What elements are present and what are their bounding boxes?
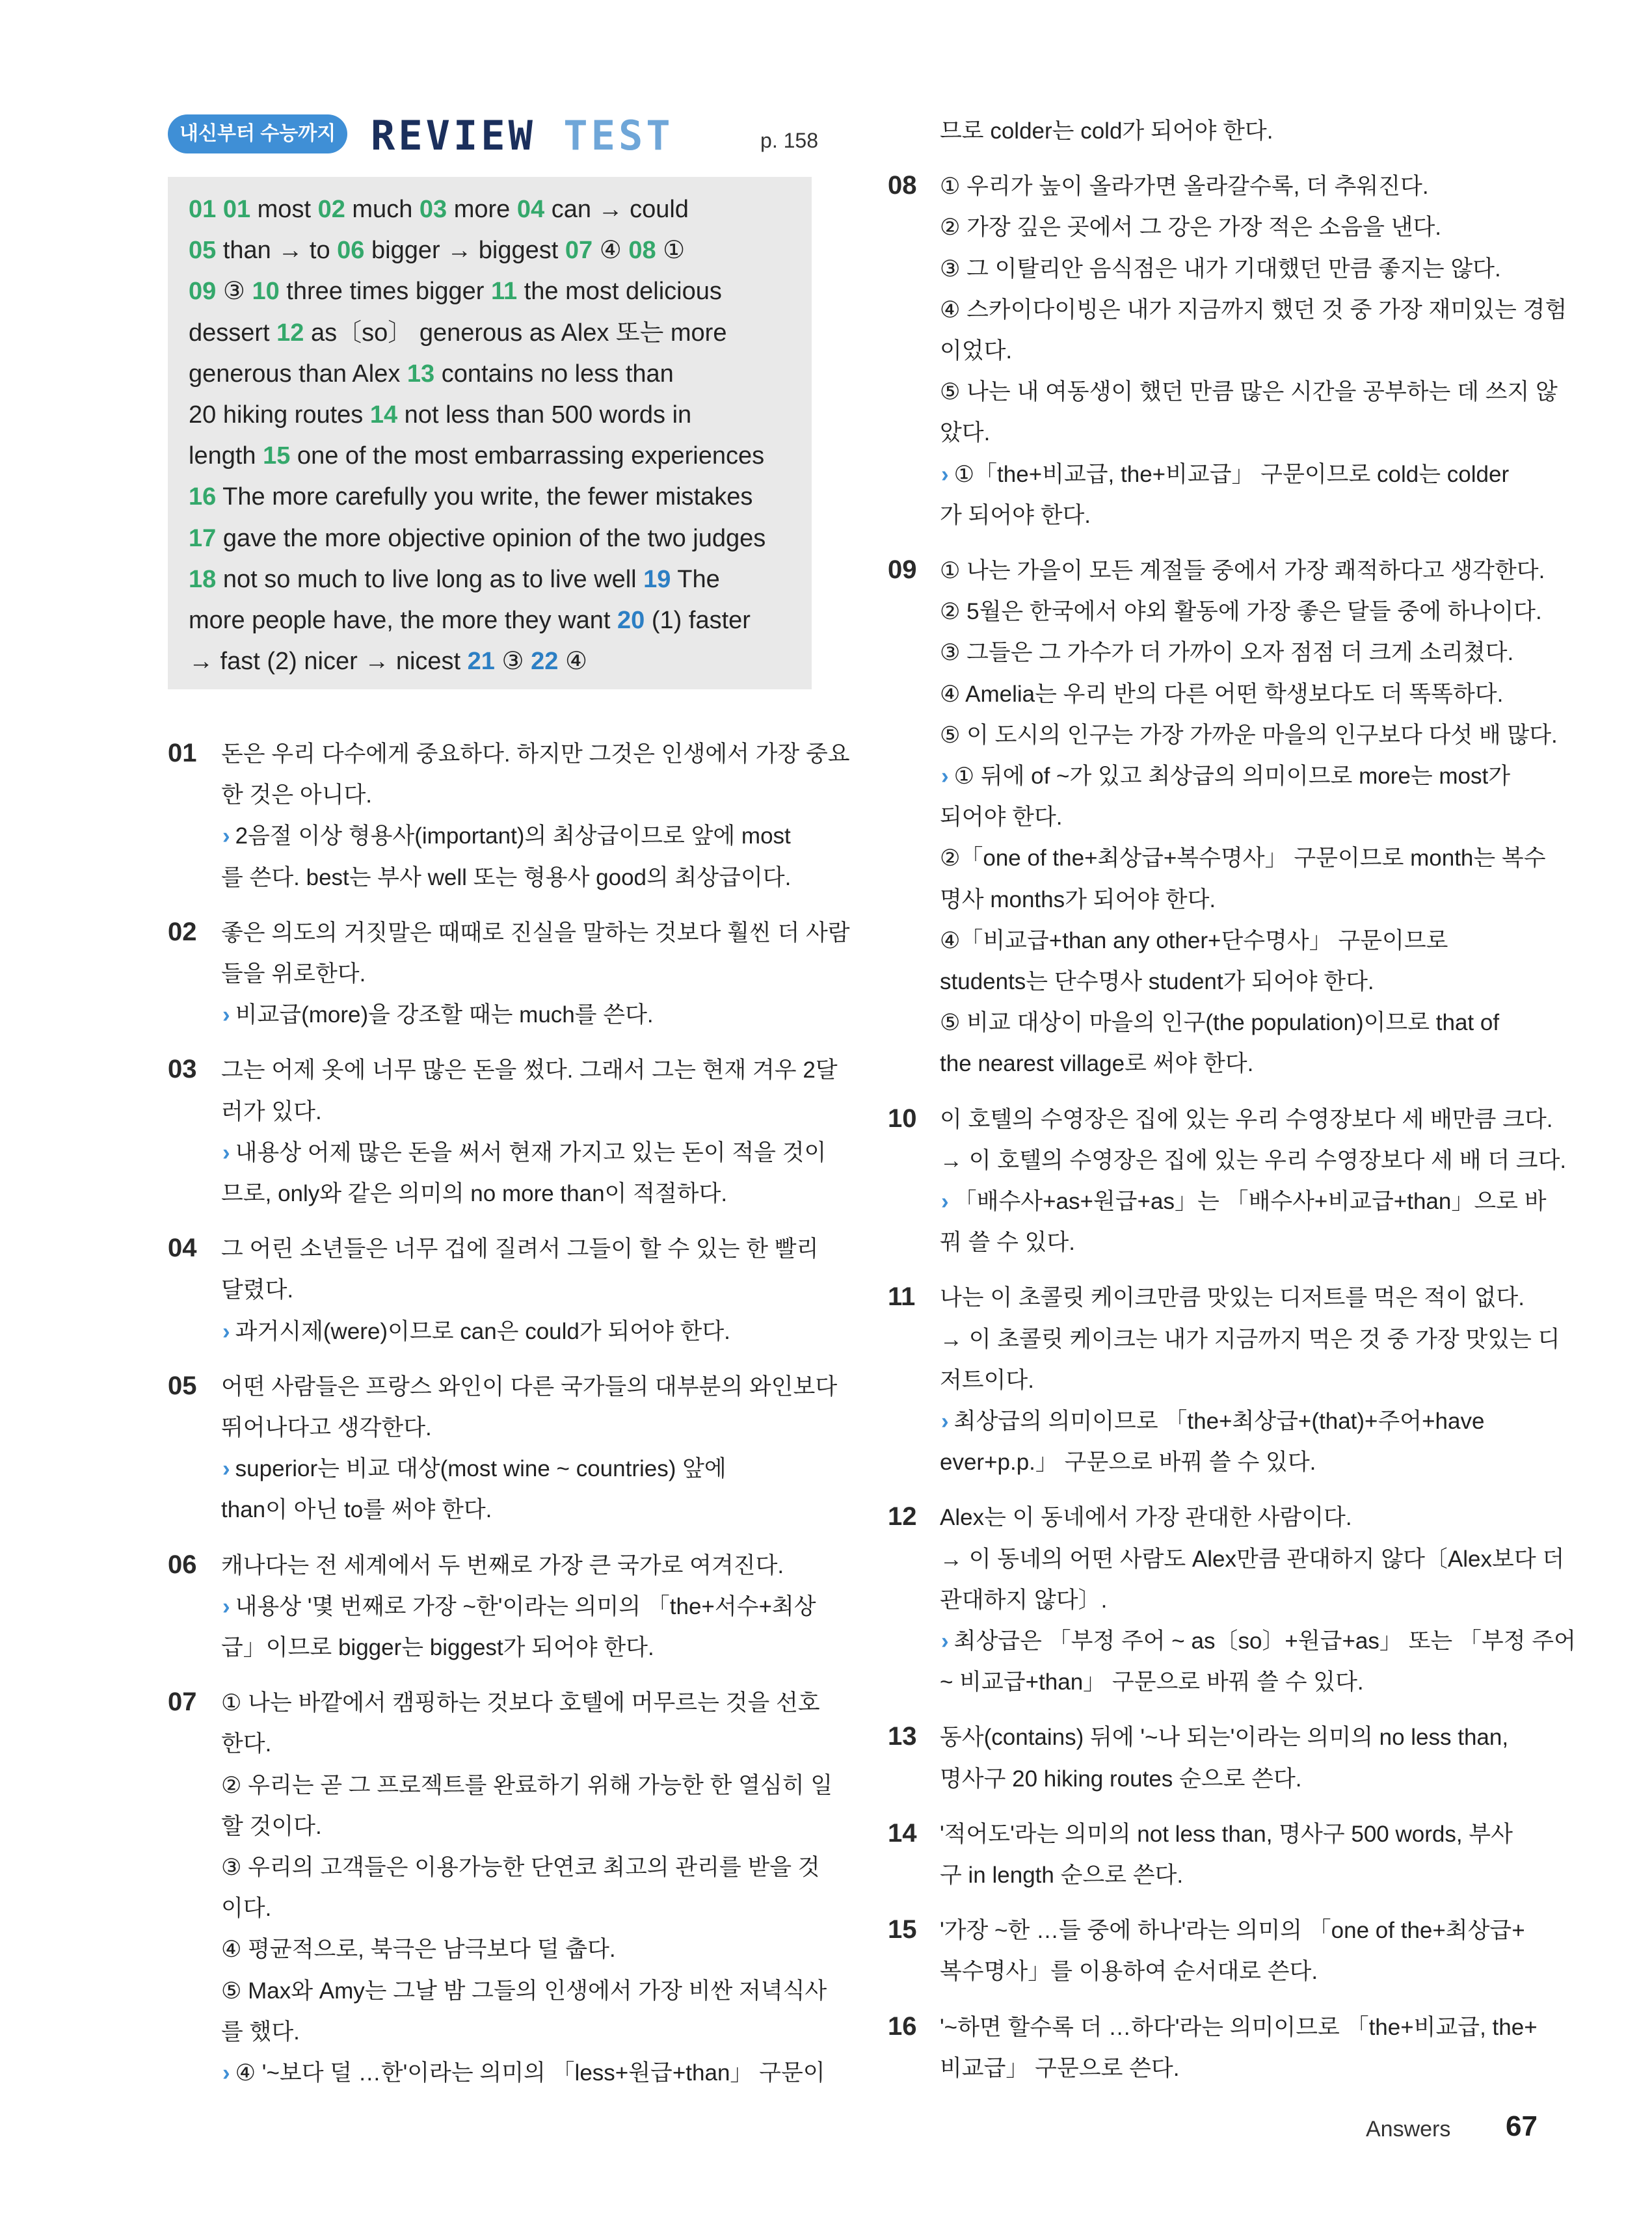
- item-line: 구 in length 순으로 쓴다.: [940, 1863, 1184, 1888]
- chevron-right-icon: ›: [222, 2060, 230, 2086]
- explanation-line: › 내용상 어제 많은 돈을 써서 현재 가지고 있는 돈이 적을 것이: [222, 1139, 827, 1165]
- explanation-line: › superior는 비교 대상(most wine ~ countries) 앞에: [222, 1456, 726, 1482]
- answer-text: much: [345, 196, 420, 223]
- answer-line: [189, 361, 674, 387]
- item-line: → 이 동네의 어떤 사람도 Alex만큼 관대하지 않다〔Alex보다 더: [940, 1546, 1565, 1572]
- answer-number: 16: [189, 483, 217, 511]
- item-line: 뛰어나다고 생각한다.: [221, 1415, 432, 1440]
- explanation-line: › 내용상 '몇 번째로 가장 ~한'이라는 의미의 「the+서수+최상: [222, 1593, 816, 1619]
- answer-text: generous than Alex: [189, 360, 407, 388]
- explanation-line: › 최상급의 의미이므로 「the+최상급+(that)+주어+have: [941, 1409, 1485, 1434]
- answer-number: 01 01: [189, 196, 251, 223]
- answer-number: 12: [276, 319, 304, 347]
- page-number: 67: [1506, 2110, 1538, 2142]
- answer-number: 17: [189, 524, 217, 552]
- answer-text: The: [671, 565, 720, 593]
- answer-number: 07: [565, 237, 593, 265]
- item-line: ③ 그들은 그 가수가 더 가까이 오자 점점 더 크게 소리쳤다.: [940, 640, 1514, 666]
- answer-line: [189, 320, 726, 346]
- item-number: 13: [888, 1722, 917, 1751]
- item-line: 이었다.: [940, 338, 1013, 364]
- item-line: ⑤ 나는 내 여동생이 했던 만큼 많은 시간을 공부하는 데 쓰지 않: [940, 379, 1558, 405]
- page-reference: p. 158: [760, 129, 818, 152]
- answer-text: one of the most embarrassing experiences: [290, 442, 765, 470]
- answer-line: [189, 237, 685, 263]
- item-number: 10: [888, 1104, 917, 1133]
- item-number: 11: [888, 1282, 916, 1312]
- item-line: ②「one of the+최상급+복수명사」 구문이므로 month는 복수: [940, 845, 1546, 871]
- item-line: 를 쓴다. best는 부사 well 또는 형용사 good의 최상급이다.: [221, 864, 792, 890]
- item-line: 가 되어야 한다.: [940, 502, 1091, 528]
- answer-number: 21: [467, 648, 495, 676]
- item-line: '적어도'라는 의미의 not less than, 명사구 500 words, 부사: [940, 1821, 1513, 1847]
- item-line: ⑤ 이 도시의 인구는 가장 가까운 마을의 인구보다 다섯 배 많다.: [940, 722, 1558, 748]
- item-line: ② 가장 깊은 곳에서 그 강은 가장 적은 소음을 낸다.: [940, 215, 1442, 241]
- item-line: 나는 이 초콜릿 케이크만큼 맛있는 디저트를 먹은 적이 없다.: [940, 1285, 1525, 1311]
- answer-text: than → to: [216, 237, 338, 265]
- answer-number: 10: [252, 278, 280, 306]
- level-badge: 내신부터 수능까지: [168, 114, 347, 153]
- answer-text: ③: [494, 648, 531, 676]
- answer-text: more: [447, 196, 517, 223]
- chevron-right-icon: ›: [222, 1139, 230, 1165]
- item-line: Alex는 이 동네에서 가장 관대한 사람이다.: [940, 1505, 1352, 1531]
- item-line: 할 것이다.: [221, 1813, 322, 1839]
- answer-text: contains no less than: [434, 360, 674, 388]
- item-line: 한 것은 아니다.: [221, 782, 373, 808]
- explanation-line: › 비교급(more)을 강조할 때는 much를 쓴다.: [222, 1002, 654, 1028]
- answer-number: 08: [628, 237, 656, 265]
- item-line: 저트이다.: [940, 1367, 1034, 1393]
- answer-text: the most delicious: [517, 278, 722, 306]
- item-number: 07: [168, 1688, 197, 1717]
- answer-number: 14: [369, 401, 398, 429]
- item-line: 그는 어제 옷에 너무 많은 돈을 썼다. 그래서 그는 현재 겨우 2달: [221, 1057, 838, 1083]
- answer-text: dessert: [189, 319, 277, 347]
- explanation-line: › ①「the+비교급, the+비교급」 구문이므로 cold는 colder: [941, 461, 1510, 487]
- explanation-line: › 2음절 이상 형용사(important)의 최상급이므로 앞에 most: [222, 823, 791, 849]
- item-line: 그 어린 소년들은 너무 겁에 질려서 그들이 할 수 있는 한 빨리: [221, 1236, 819, 1262]
- answer-number: 20: [617, 607, 645, 634]
- explanation-line: › ④ '~보다 덜 …한'이라는 의미의 「less+원급+than」 구문이: [222, 2060, 825, 2086]
- chevron-right-icon: ›: [222, 1593, 230, 1619]
- item-line: ② 5월은 한국에서 야외 활동에 가장 좋은 달들 중에 하나이다.: [940, 599, 1542, 625]
- item-line: 동사(contains) 뒤에 '~나 되는'이라는 의미의 no less than,: [940, 1725, 1509, 1751]
- item-line: ever+p.p.」 구문으로 바꿔 쓸 수 있다.: [940, 1450, 1316, 1476]
- item-line: 므로, only와 같은 의미의 no more than이 적절하다.: [221, 1181, 728, 1206]
- chevron-right-icon: ›: [222, 1318, 230, 1344]
- item-line: ④ 스카이다이빙은 내가 지금까지 했던 것 중 가장 재미있는 경험: [940, 297, 1567, 323]
- answer-text: The more carefully you write, the fewer mistakes: [216, 483, 753, 511]
- answer-number: 02: [317, 196, 345, 223]
- answer-text: gave the more objective opinion of the two judges: [216, 524, 766, 552]
- item-line: ① 나는 바깥에서 캠핑하는 것보다 호텔에 머무르는 것을 선호: [221, 1690, 820, 1716]
- item-number: 03: [168, 1055, 197, 1084]
- answer-number: 13: [406, 360, 435, 388]
- answer-line: [189, 278, 722, 304]
- item-line: ③ 그 이탈리안 음식점은 내가 기대했던 만큼 좋지는 않다.: [940, 256, 1501, 282]
- item-line: ~ 비교급+than」 구문으로 바꿔 쓸 수 있다.: [940, 1669, 1364, 1695]
- answer-text: three times bigger: [279, 278, 492, 306]
- item-line: 이다.: [221, 1896, 272, 1922]
- item-line: → 이 호텔의 수영장은 집에 있는 우리 수영장보다 세 배 더 크다.: [940, 1147, 1567, 1173]
- item-number: 16: [888, 2011, 917, 2041]
- answer-line: [189, 484, 753, 510]
- item-line: 캐나다는 전 세계에서 두 번째로 가장 큰 국가로 여겨진다.: [221, 1552, 784, 1578]
- item-line: 이 호텔의 수영장은 집에 있는 우리 수영장보다 세 배만큼 크다.: [940, 1106, 1553, 1132]
- answer-number: 22: [531, 648, 559, 676]
- item-line: 어떤 사람들은 프랑스 와인이 다른 국가들의 대부분의 와인보다: [221, 1373, 838, 1399]
- answer-text: as〔so〕 generous as Alex 또는 more: [304, 319, 727, 347]
- item-line: → 이 초콜릿 케이크는 내가 지금까지 먹은 것 중 가장 맛있는 디: [940, 1326, 1560, 1352]
- footer-section-label: Answers: [1366, 2117, 1451, 2142]
- answer-text: (1) faster: [645, 607, 751, 634]
- item-line: students는 단수명사 student가 되어야 한다.: [940, 969, 1374, 994]
- item-line: ① 우리가 높이 올라가면 올라갈수록, 더 추워진다.: [940, 174, 1429, 200]
- item-number: 06: [168, 1550, 197, 1579]
- answer-number: 15: [263, 442, 291, 470]
- answer-line: [189, 648, 587, 674]
- item-line: 한다.: [221, 1731, 272, 1757]
- item-line: 비교급」 구문으로 쓴다.: [940, 2055, 1180, 2081]
- item-line: 관대하지 않다〕.: [940, 1587, 1108, 1613]
- item-line: '가장 ~한 …들 중에 하나'라는 의미의 「one of the+최상급+: [940, 1918, 1525, 1944]
- answer-line: [189, 443, 764, 469]
- answer-text: length: [189, 442, 263, 470]
- item-line: ⑤ Max와 Amy는 그날 밤 그들의 인생에서 가장 비싼 저녁식사: [221, 1978, 827, 2004]
- item-line: '~하면 할수록 더 …하다'라는 의미이므로 「the+비교급, the+: [940, 2014, 1538, 2040]
- answer-key-box: [168, 177, 812, 689]
- answer-text: can → could: [544, 196, 689, 223]
- explanation-line: › 과거시제(were)이므로 can은 could가 되어야 한다.: [222, 1318, 730, 1344]
- chevron-right-icon: ›: [941, 1628, 949, 1654]
- item-number: 08: [888, 171, 917, 200]
- answer-text: → fast (2) nicer → nicest: [189, 648, 468, 676]
- item-line: 돈은 우리 다수에게 중요하다. 하지만 그것은 인생에서 가장 중요: [221, 741, 850, 767]
- item-line: ① 나는 가을이 모든 계절들 중에서 가장 쾌적하다고 생각한다.: [940, 558, 1545, 583]
- answer-text: 20 hiking routes: [189, 401, 370, 429]
- item-line: 달렸다.: [221, 1277, 294, 1303]
- item-number: 09: [888, 555, 917, 584]
- answer-text: bigger → biggest: [364, 237, 565, 265]
- item-line: 급」이므로 bigger는 biggest가 되어야 한다.: [221, 1635, 654, 1660]
- item-line: ④ Amelia는 우리 반의 다른 어떤 학생보다도 더 똑똑하다.: [940, 681, 1504, 707]
- answer-text: not less than 500 words in: [397, 401, 692, 429]
- answer-text: more people have, the more they want: [189, 607, 618, 634]
- chevron-right-icon: ›: [941, 763, 949, 789]
- answer-line: [189, 566, 720, 592]
- answer-line: [189, 196, 689, 222]
- answer-text: most: [250, 196, 318, 223]
- item-line: 좋은 의도의 거짓말은 때때로 진실을 말하는 것보다 훨씬 더 사람: [221, 920, 850, 946]
- explanation-line: › ① 뒤에 of ~가 있고 최상급의 의미이므로 more는 most가: [941, 763, 1511, 789]
- item-line: 므로 colder는 cold가 되어야 한다.: [940, 118, 1273, 144]
- chevron-right-icon: ›: [222, 1002, 230, 1028]
- item-line: 되어야 한다.: [940, 804, 1063, 830]
- chevron-right-icon: ›: [941, 1189, 949, 1214]
- item-line: the nearest village로 써야 한다.: [940, 1051, 1254, 1077]
- answer-text: not so much to live long as to live well: [216, 565, 644, 593]
- item-line: than이 아닌 to를 써야 한다.: [221, 1497, 492, 1523]
- answer-number: 04: [516, 196, 545, 223]
- explanation-line: › 「배수사+as+원급+as」는 「배수사+비교급+than」으로 바: [941, 1189, 1547, 1214]
- item-number: 04: [168, 1234, 197, 1263]
- answer-number: 06: [337, 237, 365, 265]
- item-number: 05: [168, 1371, 197, 1400]
- section-title: REVIEW TEST: [371, 112, 674, 159]
- chevron-right-icon: ›: [222, 823, 230, 849]
- item-line: 러가 있다.: [221, 1098, 322, 1124]
- item-line: 명사 months가 되어야 한다.: [940, 886, 1216, 912]
- answer-text: ③: [216, 278, 252, 306]
- answer-number: 11: [491, 278, 518, 306]
- item-number: 15: [888, 1915, 917, 1944]
- item-line: 았다.: [940, 420, 991, 446]
- explanation-line: › 최상급은 「부정 주어 ~ as〔so〕+원급+as」 또는 「부정 주어: [941, 1628, 1576, 1654]
- answer-text: ④: [593, 237, 629, 265]
- item-number: 14: [888, 1818, 917, 1848]
- answer-line: [189, 402, 691, 428]
- answer-number: 18: [189, 565, 217, 593]
- answer-line: [189, 525, 766, 551]
- chevron-right-icon: ›: [222, 1456, 230, 1482]
- answer-number: 03: [419, 196, 447, 223]
- answer-number: 09: [189, 278, 217, 306]
- item-line: 를 했다.: [221, 2019, 300, 2045]
- answer-line: [189, 607, 751, 633]
- item-number: 12: [888, 1502, 917, 1532]
- item-line: 명사구 20 hiking routes 순으로 쓴다.: [940, 1766, 1302, 1792]
- item-number: 02: [168, 917, 197, 946]
- chevron-right-icon: ›: [941, 1409, 949, 1434]
- item-line: ⑤ 비교 대상이 마을의 인구(the population)이므로 that of: [940, 1010, 1500, 1036]
- item-line: 들을 위로한다.: [221, 961, 366, 987]
- item-line: ③ 우리의 고객들은 이용가능한 단연코 최고의 관리를 받을 것: [221, 1855, 820, 1880]
- item-line: ④「비교급+than any other+단수명사」 구문이므로: [940, 927, 1448, 953]
- item-line: 복수명사」를 이용하여 순서대로 쓴다.: [940, 1959, 1318, 1985]
- item-line: ④ 평균적으로, 북극은 남극보다 덜 춥다.: [221, 1937, 616, 1963]
- item-line: 꿔 쓸 수 있다.: [940, 1230, 1075, 1256]
- item-line: ② 우리는 곧 그 프로젝트를 완료하기 위해 가능한 한 열심히 일: [221, 1772, 833, 1798]
- review-header: [168, 114, 818, 160]
- answer-text: ④: [558, 648, 588, 676]
- answer-text: ①: [656, 237, 686, 265]
- chevron-right-icon: ›: [941, 461, 949, 487]
- answer-number: 19: [643, 565, 671, 593]
- item-number: 01: [168, 739, 197, 767]
- answer-number: 05: [189, 237, 217, 265]
